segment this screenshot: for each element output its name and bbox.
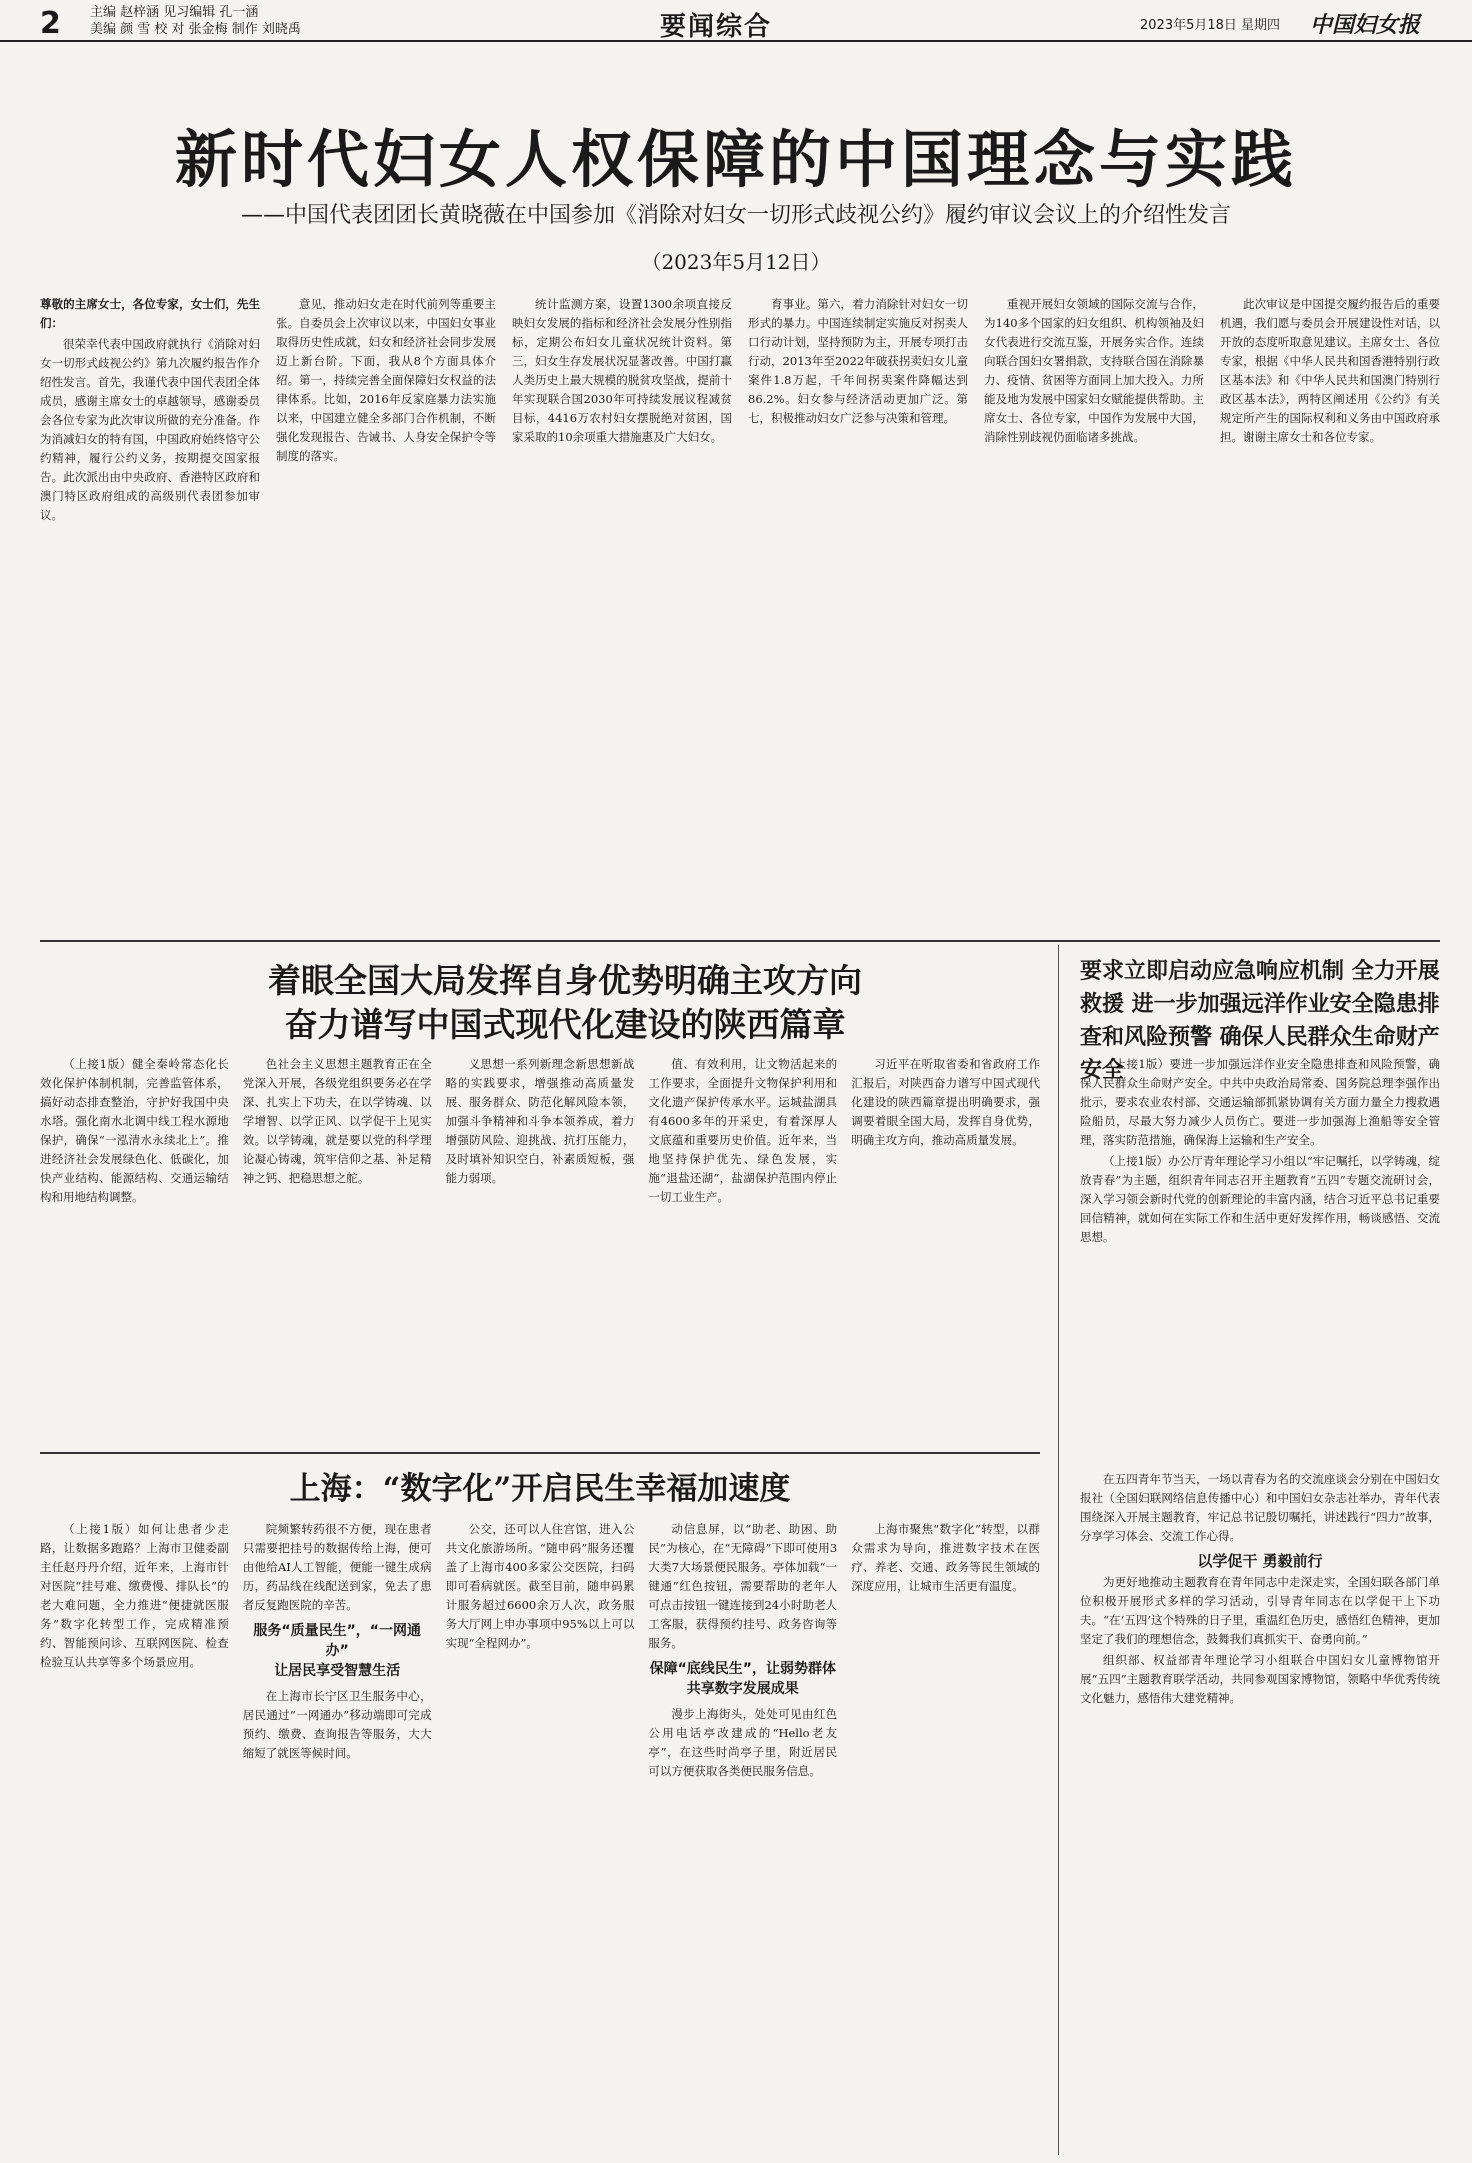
story3-column-2 [243, 1520, 432, 2155]
story2-paragraph: 色社会主义思想主题教育正在全党深入开展，各级党组织要务必在学深、扎实上下功夫，在以学铸魂、以学增智、以学正风、以学促干上见实效。以学铸魂，就是要以党的科学理论凝心铸魂，筑牢信仰之基、补足精神之钙、把稳思想之舵。 [242, 1057, 432, 1185]
side2-paragraph: 组织部、权益部青年理论学习小组联合中国妇女儿童博物馆开展“五四”主题教育联学活动，共同参观国家博物馆，领略中华优秀传统文化魅力，感悟伟大建党精神。 [1080, 1653, 1440, 1705]
story3-subhead-b-line2: 共享数字发展成果 [686, 1681, 799, 1697]
story2-paragraph: 习近平在听取省委和省政府工作汇报后，对陕西奋力谱写中国式现代化建设的陕西篇章提出明确要求，强调要着眼全国大局，发挥自身优势，明确主攻方向，推动高质量发展。 [851, 1057, 1040, 1147]
editors-credits [90, 4, 301, 38]
story2-column-5 [851, 1055, 1040, 1445]
story3-paragraph: 漫步上海街头，处处可见由红色公用电话亭改建成的“Hello老友亭”，在这些时尚亭子里，附近居民可以方便获取各类便民服务信息。 [648, 1707, 838, 1778]
lead-paragraph: 很荣幸代表中国政府就执行《消除对妇女一切形式歧视公约》第九次履约报告作介绍性发言。首先，我谨代表中国代表团全体成员，感谢主席女士的卓越领导，感谢委员会各位专家为此次审议所做的充分准备。作为消减妇女的特有国，中国政府始终恪守公约精神，履行公约义务，按期提交国家报告。此次派出由中央政府、香港特区政府和澳门特区政府组成的高级别代表团参加审议。 [40, 337, 260, 522]
story2-body [40, 1055, 1040, 1445]
section-divider [40, 1452, 1040, 1454]
issue-date: 2023年5月18日 星期四 [1140, 18, 1281, 33]
lead-paragraph: 统计监测方案，设置1300余项直接反映妇女发展的指标和经济社会发展分性别指标，定期公布妇女儿童状况统计资料。第三，妇女生存发展状况显著改善。中国打赢人类历史上最大规模的脱贫攻坚战，提前十年实现联合国2030年可持续发展议程减贫目标，4416万农村妇女摆脱绝对贫困，国家采取的10余项重大措施惠及广大妇女。 [512, 297, 732, 444]
paper-logo: 中国妇女报 [1310, 12, 1421, 38]
story3-paragraph: 公交，还可以人住宫馆，进入公共文化旅游场所。“随申码”服务还覆盖了上海市400多家公交医院，扫码即可看病就医。截至目前，随申码累计服务超过6600余万人次，政务服务大厅网上申办事项中95%以上可以实现“全程网办”。 [445, 1522, 635, 1650]
editors-line-2: 美编 颜 雪 校 对 张金梅 制作 刘晓禹 [90, 22, 301, 37]
lead-column-2 [276, 295, 496, 935]
section-divider [40, 940, 1440, 942]
lead-paragraph: 此次审议是中国提交履约报告后的重要机遇，我们愿与委员会开展建设性对话，以开放的态度听取意见建议。主席女士、各位专家，根据《中华人民共和国香港特别行政区基本法》和《中华人民共和国澳门特别行政区基本法》，两特区阐述用《公约》有关规定所产生的国际权利和义务由中国政府承担。谢谢主席女士和各位专家。 [1220, 297, 1440, 444]
lead-date: （2023年5月12日） [641, 250, 831, 274]
editors-line-1: 主编 赵梓涵 见习编辑 孔一涵 [90, 5, 259, 20]
section-name: 要闻综合 [660, 12, 773, 42]
story2-column-2 [243, 1055, 432, 1445]
story3-subhead-b [648, 1659, 837, 1699]
story3-body [40, 1520, 1040, 2155]
story3-column-1 [40, 1520, 229, 2155]
side2-subhead: 以学促干 勇毅前行 [1197, 1552, 1323, 1570]
story3-subhead-b-line1: 保障“底线民生”，让弱势群体 [649, 1661, 836, 1677]
story2-paragraph: 义思想一系列新理念新思想新战略的实践要求，增强推动高质量发展、服务群众、防范化解风险本领，加强斗争精神和斗争本领养成，着力增强防风险、迎挑战、抗打压能力，及时填补知识空白，补素质短板，强能力弱项。 [445, 1057, 635, 1185]
lead-column-3 [512, 295, 732, 935]
story2-headline-line2: 奋力谱写中国式现代化建设的陕西篇章 [284, 1005, 846, 1044]
lead-paragraph: 重视开展妇女领域的国际交流与合作，为140多个国家的妇女组织、机构领袖及妇女代表进行交流互鉴，开展务实合作。连续向联合国妇女署捐款，支持联合国在消除暴力、疫情、贫困等方面同上加大投入。力所能及地为发展中国家妇女赋能提供帮助。主席女士、各位专家，中国作为发展中大国，消除性别歧视仍面临诸多挑战。 [984, 297, 1204, 444]
story3-paragraph: 院频繁转药很不方便，现在患者只需要把挂号的数据传给上海，便可由他给AI人工智能，便能一键生成病历，药品线在线配送到家，免去了患者反复跑医院的辛苦。 [242, 1522, 432, 1612]
side1-body [1080, 1055, 1440, 1445]
story2-headline-line1: 着眼全国大局发挥自身优势明确主攻方向 [268, 961, 862, 1000]
lead-paragraph: 育事业。第六，着力消除针对妇女一切形式的暴力。中国连续制定实施反对拐卖人口行动计划，坚持预防为主，开展专项打击行动，2013年至2022年破获拐卖妇女儿童案件1.8万起，千年间拐卖案件降幅达到86.2%。妇女参与经济活动更加广泛。第七，积极推动妇女广泛参与决策和管理。 [748, 297, 968, 425]
story2-paragraph: （上接1版）健全秦岭常态化长效化保护体制机制，完善监管体系，搞好动态排查整治，守护好我国中央水塔。强化南水北调中线工程水源地保护，确保“一泓清水永续北上”。推进经济社会发展绿色化、低碳化，加快产业结构、能源结构、交通运输结构和用地结构调整。 [40, 1057, 229, 1204]
column-divider [1058, 945, 1059, 2155]
page-number: 2 [40, 6, 61, 41]
side1-headline: 要求立即启动应急响应机制 全力开展救援 进一步加强远洋作业安全隐患排查和风险预警 确保人民群众生命财产安全 [1080, 958, 1440, 1083]
story3-subhead-a-line2: 让居民享受智慧生活 [274, 1663, 401, 1679]
story3-column-3 [446, 1520, 635, 2155]
lead-column-5 [984, 295, 1204, 935]
story2-column-1 [40, 1055, 229, 1445]
lead-column-1 [40, 295, 260, 935]
side1-paragraph: （上接1版）办公厅青年理论学习小组以“牢记嘱托，以学铸魂，绽放青春”为主题，组织青年同志召开主题教育“五四”专题交流研讨会，深入学习领会新时代党的创新理论的丰富内涵，结合习近平总书记重要回信精神，就如何在实际工作和生活中更好发挥作用，畅谈感悟、交流思想。 [1080, 1154, 1440, 1244]
side2-paragraph: 在五四青年节当天，一场以青春为名的交流座谈会分别在中国妇女报社（全国妇联网络信息传播中心）和中国妇女杂志社举办，青年代表围绕深入开展主题教育，牢记总书记殷切嘱托，讲述践行“四力”故事，分享学习体会、交流工作心得。 [1080, 1472, 1440, 1543]
lead-subtitle: ——中国代表团团长黄晓薇在中国参加《消除对妇女一切形式歧视公约》履约审议会议上的介绍性发言 [240, 203, 1231, 228]
side2-body [1080, 1470, 1440, 2155]
lead-article-body [40, 295, 1440, 935]
story3-paragraph: 上海市聚焦“数字化”转型，以群众需求为导向，推进数字技术在医疗、养老、交通、政务等民生领域的深度应用，让城市生活更有温度。 [851, 1522, 1040, 1593]
story3-paragraph: （上接1版）如何让患者少走路，让数据多跑路？上海市卫健委副主任赵丹丹介绍，近年来，上海市针对医院“挂号难、缴费慢、排队长”的老大难问题，全力推进“便捷就医服务”数字化转型工作，完成精准预约、智能预问诊、互联网医院、检查检验互认共享等多个场景应用。 [40, 1522, 229, 1669]
lead-column-4 [748, 295, 968, 935]
lead-column-6 [1220, 295, 1440, 935]
story3-column-5 [851, 1520, 1040, 2155]
story2-column-3 [446, 1055, 635, 1445]
story3-column-4 [648, 1520, 837, 2155]
story3-subhead-a-line1: 服务“质量民生”，“一网通办” [253, 1623, 421, 1659]
side1-paragraph: （上接1版）要进一步加强远洋作业安全隐患排查和风险预警，确保人民群众生命财产安全。中共中央政治局常委、国务院总理李强作出批示，要求农业农村部、交通运输部抓紧协调有关方面力量全力搜救遇险船员，尽最大努力减少人员伤亡。要进一步加强海上渔船等安全管理，落实防范措施，确保海上运输和生产安全。 [1080, 1057, 1440, 1147]
lead-greeting: 尊敬的主席女士，各位专家，女士们，先生们： [40, 297, 260, 330]
story3-paragraph: 动信息屏，以“助老、助困、助民”为核心，在“无障碍”下即可使用3大类7大场景便民服务。亭体加载“一键通”红色按钮，需要帮助的老年人可点击按钮一键连接到24小时助老人工客服，获得预约挂号、政务咨询等服务。 [648, 1522, 838, 1650]
lead-paragraph: 意见，推动妇女走在时代前列等重要主张。自委员会上次审议以来，中国妇女事业取得历史性成就，妇女和经济社会同步发展迈上新台阶。下面，我从8个方面具体介绍。第一，持续完善全面保障妇女权益的法律体系。比如，2016年反家庭暴力法实施以来，中国建立健全多部门合作机制，不断强化发现报告、告诫书、人身安全保护令等制度的落实。 [276, 297, 496, 463]
masthead [0, 0, 1472, 42]
story3-headline: 上海：“数字化”开启民生幸福加速度 [289, 1471, 791, 1507]
story3-subhead-a [243, 1621, 432, 1681]
lead-headline: 新时代妇女人权保障的中国理念与实践 [174, 123, 1297, 196]
story3-paragraph: 在上海市长宁区卫生服务中心，居民通过“一网通办”移动端即可完成预约、缴费、查询报告等服务，大大缩短了就医等候时间。 [242, 1689, 432, 1760]
story2-column-4 [648, 1055, 837, 1445]
side2-paragraph: 为更好地推动主题教育在青年同志中走深走实，全国妇联各部门单位积极开展形式多样的学习活动，引导青年同志在以学促干上下功夫。“在‘五四’这个特殊的日子里，重温红色历史，感悟红色精神，更加坚定了我们的理想信念，鼓舞我们真抓实干、奋勇向前。” [1080, 1575, 1440, 1646]
story2-paragraph: 值、有效利用，让文物活起来的工作要求，全面提升文物保护利用和文化遗产保护传承水平。运城盐湖具有4600多年的开采史，有着深厚人文底蕴和重要历史价值。近年来，当地坚持保护优先、绿色发展，实施“退盐还湖”，盐湖保护范围内停止一切工业生产。 [648, 1057, 838, 1204]
